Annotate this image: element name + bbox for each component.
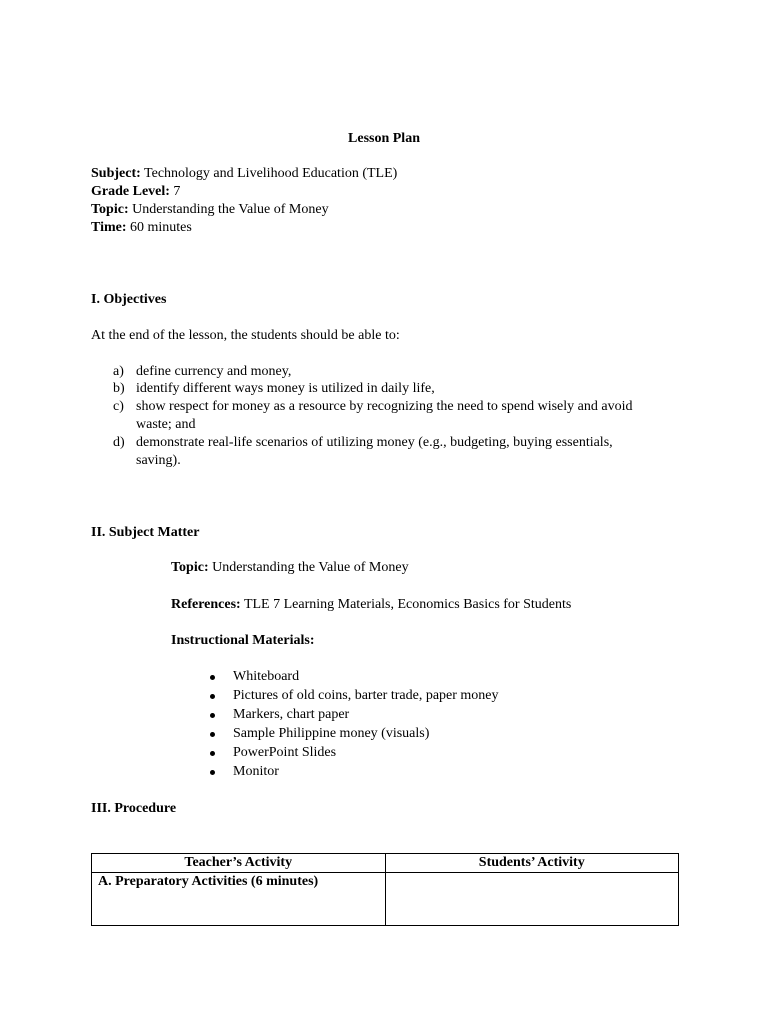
procedure-heading: III. Procedure <box>91 801 177 816</box>
bullet-icon <box>210 770 215 775</box>
students-activity-header: Students’ Activity <box>385 854 679 873</box>
grade-level-label: Grade Level: <box>91 184 170 199</box>
material-text: PowerPoint Slides <box>233 745 337 760</box>
procedure-table <box>91 853 679 926</box>
references-line <box>171 596 571 614</box>
table-row <box>92 873 679 926</box>
table-header-row <box>92 854 679 873</box>
bullet-icon <box>210 694 215 699</box>
objective-text-continued: waste; and <box>136 417 196 432</box>
references-label: References: <box>171 597 241 612</box>
bullet-icon <box>210 732 215 737</box>
objective-text-continued: saving). <box>136 453 181 468</box>
objective-text: demonstrate real-life scenarios of utilizing money (e.g., budgeting, buying essentials, <box>136 435 613 450</box>
teacher-activity-header: Teacher’s Activity <box>92 854 386 873</box>
bullet-icon <box>210 713 215 718</box>
time-line <box>91 219 192 237</box>
sm-topic-line <box>171 559 409 577</box>
grade-level-value: 7 <box>169 184 181 199</box>
objective-marker: a) <box>113 364 124 379</box>
objective-text: define currency and money, <box>136 364 292 379</box>
material-text: Markers, chart paper <box>233 707 350 722</box>
time-label: Time: <box>91 220 127 235</box>
topic-label: Topic: <box>91 202 129 217</box>
instructional-materials-label: Instructional Materials: <box>171 633 315 648</box>
bullet-icon <box>210 675 215 680</box>
material-text: Whiteboard <box>233 669 300 684</box>
topic-value: Understanding the Value of Money <box>128 202 329 217</box>
subject-value: Technology and Livelihood Education (TLE) <box>140 166 398 181</box>
objectives-heading: I. Objectives <box>91 292 167 307</box>
grade-level-line <box>91 183 180 201</box>
material-text: Sample Philippine money (visuals) <box>233 726 430 741</box>
subject-matter-heading: II. Subject Matter <box>91 525 200 540</box>
material-text: Pictures of old coins, barter trade, paper money <box>233 688 499 703</box>
sm-topic-value: Understanding the Value of Money <box>208 560 409 575</box>
subject-line <box>91 165 397 183</box>
references-value: TLE 7 Learning Materials, Economics Basics for Students <box>240 597 572 612</box>
topic-line <box>91 201 329 219</box>
teacher-activity-cell: A. Preparatory Activities (6 minutes) <box>92 873 386 926</box>
objective-text: identify different ways money is utilized in daily life, <box>136 381 435 396</box>
students-activity-cell <box>385 873 679 926</box>
bullet-icon <box>210 751 215 756</box>
objective-text: show respect for money as a resource by recognizing the need to spend wisely and avoid <box>136 399 633 414</box>
time-value: 60 minutes <box>126 220 192 235</box>
sm-topic-label: Topic: <box>171 560 209 575</box>
subject-label: Subject: <box>91 166 141 181</box>
objectives-intro: At the end of the lesson, the students should be able to: <box>91 328 400 343</box>
objective-marker: b) <box>113 381 125 396</box>
material-text: Monitor <box>233 764 279 779</box>
objective-marker: c) <box>113 399 124 414</box>
page-title: Lesson Plan <box>348 131 420 146</box>
objective-marker: d) <box>113 435 125 450</box>
